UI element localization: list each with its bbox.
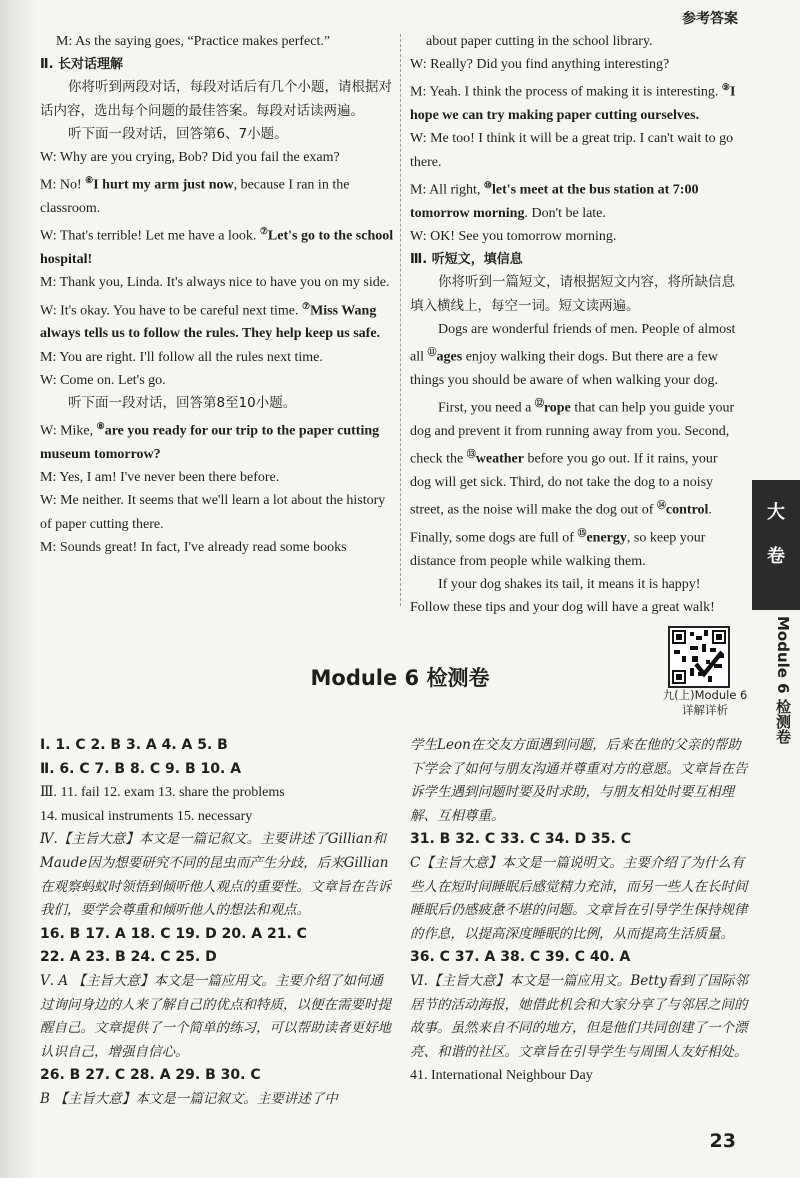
answer-summary: Ⅴ. A 【主旨大意】本文是一篇应用文。主要介绍了如何通过询问身边的人来了解自己的优点和特质，以便在需要时提醒自己。文章提供了一个简单的练习，可以帮助读者更好地认识自己，增强自信心。 [40,972,391,1060]
transcript-line: W: Why are you crying, Bob? Did you fail the exam? [40,150,340,166]
answer-marker: ⑧ [96,421,105,432]
left-column [40,30,394,559]
transcript-line: M: As the saying goes, “Practice makes perfect.” [56,34,331,49]
qr-code-icon[interactable] [668,626,730,688]
side-title: Module 6 检测卷 [774,616,792,744]
transcript-line [40,169,394,220]
right-column [410,30,742,619]
key-phrase: are you ready for our trip to the paper cutting museum tomorrow? [40,423,380,463]
answer-summary: Ⅳ.【主旨大意】本文是一篇记叙文。主要讲述了Gillian和Maude因为想要研究不同的昆虫而产生分歧，后来Gillian在观察蚂蚁时领悟到倾听他人观点的重要性。文章旨在告诉我们，要学会尊重和倾听他人的想法和观点。 [40,831,391,919]
speaker-text: M: All right, [410,182,484,198]
speaker-text: , because I ran in the classroom. [40,177,350,217]
key-word: ages [436,349,463,365]
answer-row: Ⅲ. 11. fail 12. exam 13. share the problems [40,785,285,801]
answer-marker: ⑪ [427,346,437,357]
qr-caption [660,688,750,718]
instruction: 你将听到两段对话，每段对话后有几个小题，请根据对话内容，选出每个问题的最佳答案。每段对话读两遍。 [40,79,392,119]
speaker-text: W: That's terrible! Let me have a look. [40,228,260,244]
passage-text: before you go out. If it rains, your dog will get sick. Third, do not take the dog to a noisy street, as the noise will make the dog out of [410,451,718,518]
key-phrase: Miss Wang always tells us to follow the rules. They help keep us safe. [40,303,381,342]
answer-row: Ⅱ. 6. C 7. B 8. C 9. B 10. A [40,760,242,777]
transcript-line: about paper cutting in the school library. [426,34,653,49]
speaker-text: W: Mike, [40,423,97,439]
answer-marker: ⑦ [259,226,268,237]
key-phrase: let's meet at the bus station at 7:00 tomorrow morning [410,182,699,221]
passage-paragraph: If your dog shakes its tail, it means it is happy! Follow these tips and your dog will have a great walk! [410,577,715,616]
transcript-line [40,415,394,466]
key-phrase: Let's go to the school hospital! [40,228,394,268]
speaker-text: M: No! [40,177,86,193]
transcript-line [410,76,742,127]
answer-row: 36. C 37. A 38. C 39. C 40. A [410,949,631,966]
answer-row: 41. International Neighbour Day [410,1068,593,1084]
passage-paragraph [410,318,742,392]
instruction: 你将听到一篇短文，请根据短文内容，将所缺信息填入横线上，每空一词。短文读两遍。 [410,274,735,314]
qr-caption-line: 详解详析 [682,703,728,717]
answer-summary: C【主旨大意】本文是一篇说明文。主要介绍了为什么有些人在短时间睡眠后感觉精力充沛，而另一些人在长时间睡眠后仍感疲惫不堪的问题。文章旨在引导学生保持规律的作息，以提高深度睡眠的比例，从而提高生活质量。 [410,854,748,942]
answer-marker: ⑥ [85,175,94,186]
module-title: Module 6 检测卷 [310,666,490,690]
answer-marker: ⑬ [466,449,476,460]
answer-marker: ⑦ [301,300,311,311]
passage-text: that can help you guide your dog and prevent it from running away from you. Second, check the [410,400,735,467]
transcript-line: M: Yes, I am! I've never been there before. [40,470,280,486]
answer-marker: ⑨ [721,82,730,93]
key-phrase: I hurt my arm just now [93,177,234,193]
side-tab [752,480,800,610]
passage-text: enjoy walking their dogs. But there are a few things you should be aware of when walking your dog. [410,349,718,388]
transcript-line: W: Me too! I think it will be a great trip. I can't wait to go there. [410,131,734,170]
answer-marker: ⑫ [534,398,544,409]
answer-marker: ⑭ [656,500,666,511]
binding-shadow [0,0,36,1178]
speaker-text: M: Yeah. I think the process of making it is interesting. [410,85,719,101]
transcript-line: M: Thank you, Linda. It's always nice to have you on my side. [40,275,390,291]
instruction: 听下面一段对话，回答第6、7小题。 [68,125,288,142]
qr-caption-line: 九(上)Module 6 [662,688,748,702]
tab-char: 卷 [767,546,785,567]
header-label: 参考答案 [682,11,738,27]
transcript-line: W: Really? Did you find anything interesting? [410,57,670,73]
instruction: 听下面一段对话，回答第8至10小题。 [68,395,297,412]
transcript-line: M: Sounds great! In fact, I've already read some books [40,539,347,555]
key-word: weather [475,451,524,467]
column-divider [400,34,401,606]
passage-text: . Finally, some dogs are full of [410,502,712,546]
transcript-line [40,295,394,346]
tab-char: 大 [767,502,785,523]
passage-text: Dogs are wonderful friends of men. People of almost all [410,321,736,365]
answer-summary: B 【主旨大意】本文是一篇记叙文。主要讲述了中 [40,1090,338,1107]
transcript-line [40,220,394,271]
passage-paragraph [410,392,742,573]
answer-row: 31. B 32. C 33. C 34. D 35. C [410,831,631,848]
page-number: 23 [709,1130,736,1152]
key-phrase: I hope we can try making paper cutting ourselves. [410,85,736,124]
passage-text: , so keep your distance from people while walking them. [410,530,706,569]
key-word: rope [543,400,571,416]
transcript-line [410,174,742,225]
answer-row: 14. musical instruments 15. necessary [40,808,253,824]
speaker-text: . Don't be late. [524,205,606,221]
answer-row: Ⅰ. 1. C 2. B 3. A 4. A 5. B [40,737,228,753]
answer-row: 26. B 27. C 28. A 29. B 30. C [40,1067,261,1084]
answer-summary: 学生Leon在交友方面遇到问题，后来在他的父亲的帮助下学会了如何与朋友沟通并尊重对方的意愿。文章旨在告诉学生遇到问题时要及时求助，与朋友相处时要互相理解、互相尊重。 [410,737,748,824]
transcript-line: W: Me neither. It seems that we'll learn a lot about the history of paper cutting there. [40,493,386,532]
key-word: control [665,502,709,518]
answer-key-right [410,734,750,1088]
answer-marker: ⑩ [483,179,492,190]
answer-row: 22. A 23. B 24. C 25. D [40,949,217,966]
key-word: energy [586,530,627,546]
section-heading: Ⅲ. 听短文，填信息 [410,252,523,268]
answer-key-left [40,734,392,1112]
answer-summary: Ⅵ.【主旨大意】本文是一篇应用文。Betty看到了国际邻居节的活动海报，她借此机会和大家分享了与邻居之间的故事。虽然来自不同的地方，但是他们共同创建了一个漂亮、和谐的社区。文章旨在引导学生与周围人友好相处。 [410,972,748,1060]
section-heading: Ⅱ. 长对话理解 [40,57,124,73]
transcript-line: W: OK! See you tomorrow morning. [410,228,617,244]
transcript-line: W: Come on. Let's go. [40,372,166,388]
answer-row: 16. B 17. A 18. C 19. D 20. A 21. C [40,925,307,942]
speaker-text: W: It's okay. You have to be careful next time. [40,303,302,319]
transcript-line: M: You are right. I'll follow all the rules next time. [40,349,323,365]
answer-marker: ⑮ [577,528,587,538]
passage-text: First, you need a [438,400,535,416]
